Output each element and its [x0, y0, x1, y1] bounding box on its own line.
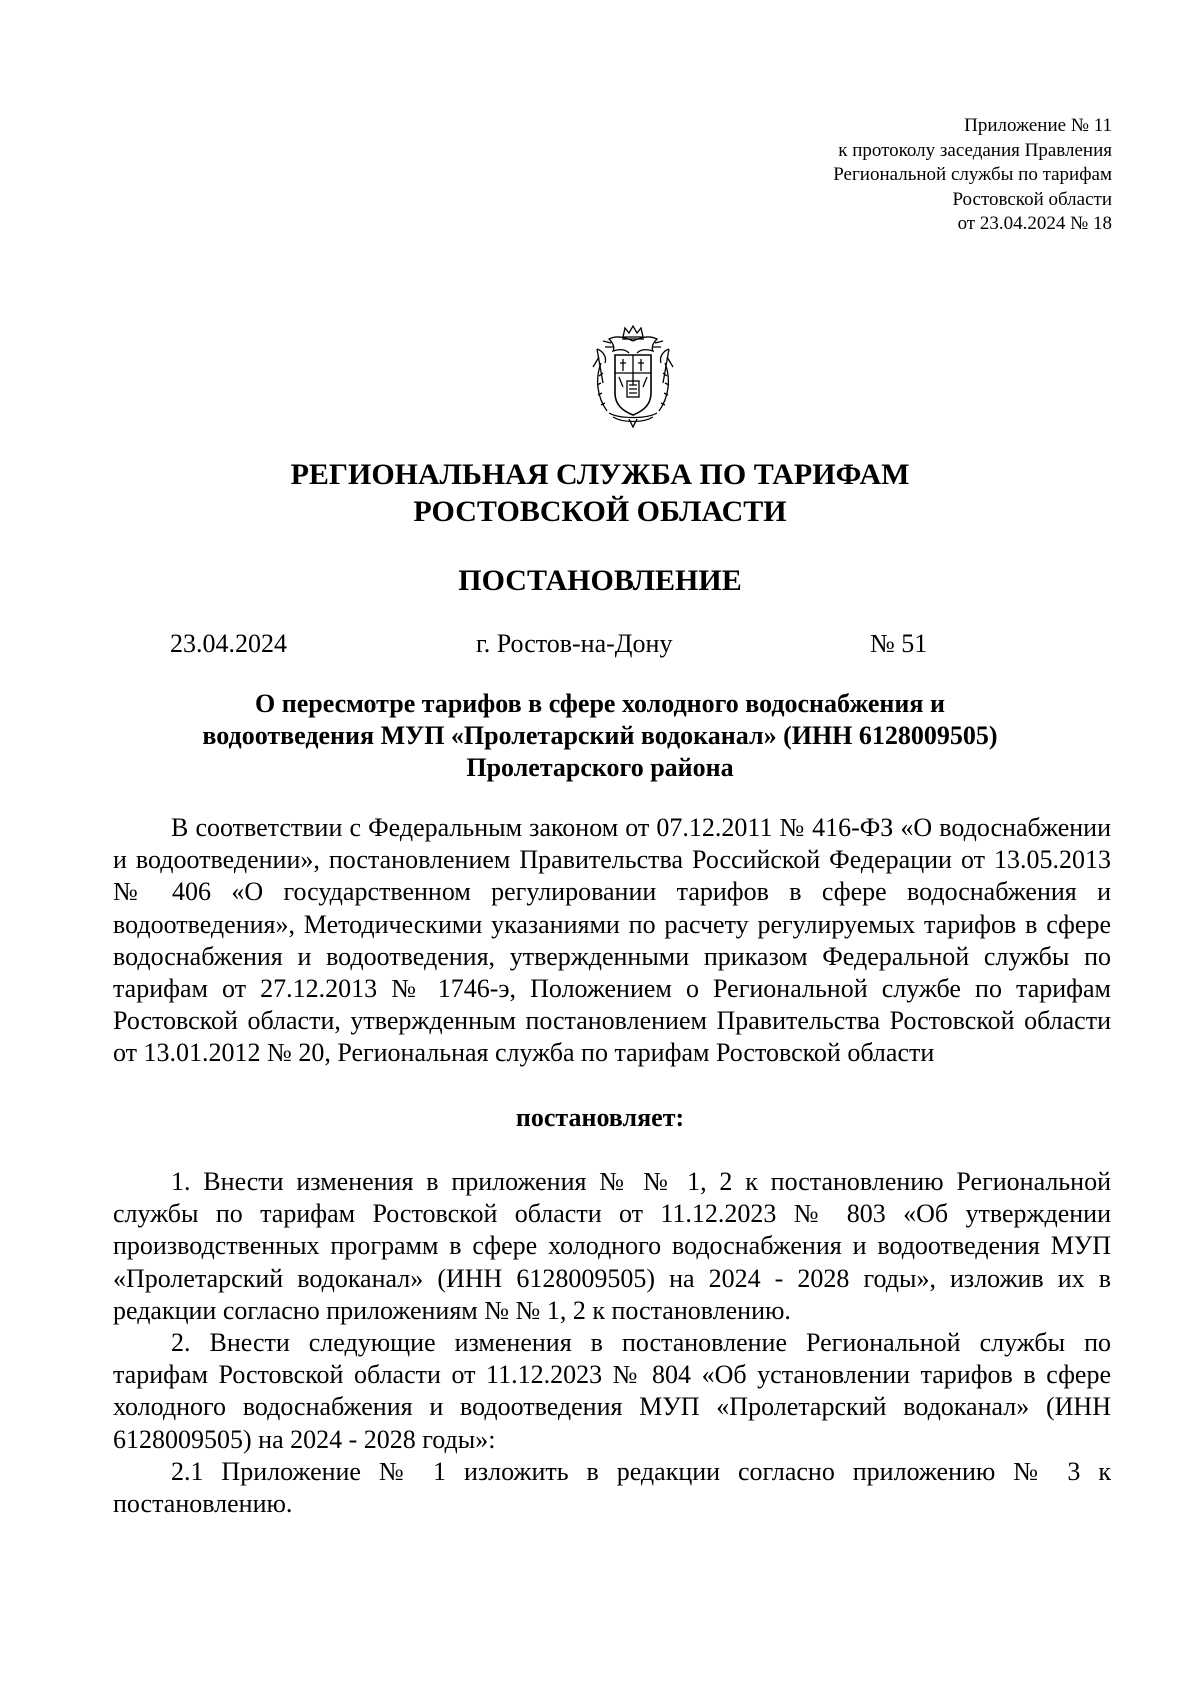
preamble-paragraph: В соответствии с Федеральным законом от 07.12.2011 № 416-ФЗ «О водоснабжении и водоотведении», постановлением Правительства Российской Федерации от 13.05.2013 № 406 «О государственном регулировании тарифов в сфере водоснабжения и водоотведения», Методическими указаниями по расчету регулируемых тарифов в сфере водоснабжения и водоотведения, утвержденными приказом Федеральной службы по тарифам от 27.12.2013 № 1746-э, Положением о Региональной службе по тарифам Ростовской области, утвержденным постановлением Правительства Ростовской области от 13.01.2012 № 20, Региональная служба по тарифам Ростовской области [113, 813, 1111, 1068]
annex-line: Ростовской области [952, 188, 1112, 210]
resolution-item-2: 2. Внести следующие изменения в постановление Региональной службы по тарифам Ростовской области от 11.12.2023 № 804 «Об установлении тарифов в сфере холодного водоснабжения и водоотведения МУП «Пролетарский водоканал» (ИНН 6128009505) на 2024 - 2028 годы»: [113, 1328, 1111, 1454]
agency-name [0, 456, 1200, 530]
agency-name-line: РЕГИОНАЛЬНАЯ СЛУЖБА ПО ТАРИФАМ [290, 458, 910, 491]
subject-line: О пересмотре тарифов в сфере холодного водоснабжения и [255, 689, 945, 718]
annex-reference [833, 114, 1112, 237]
document-subject [150, 688, 1050, 784]
document-date: 23.04.2024 [170, 629, 287, 658]
subject-line: Пролетарского района [466, 753, 734, 782]
resolves-heading: постановляет: [515, 1103, 685, 1132]
subject-line: водоотведения МУП «Пролетарский водоканал» (ИНН 6128009505) [202, 721, 998, 750]
resolution-items [113, 1166, 1111, 1520]
preamble-section [113, 812, 1111, 1070]
annex-line: к протоколу заседания Правления [838, 139, 1112, 161]
agency-name-line: РОСТОВСКОЙ ОБЛАСТИ [413, 495, 787, 528]
rostov-oblast-coat-of-arms-icon [589, 323, 677, 430]
annex-line: от 23.04.2024 № 18 [957, 213, 1112, 234]
resolution-item-1: 1. Внести изменения в приложения № № 1, 2 к постановлению Региональной службы по тарифам Ростовской области от 11.12.2023 № 803 «Об утверждении производственных программ в сфере холодного водоснабжения и водоотведения МУП «Пролетарский водоканал» (ИНН 6128009505) на 2024 - 2028 годы», изложив их в редакции согласно приложениям № № 1, 2 к постановлению. [113, 1167, 1111, 1325]
annex-line: Региональной службы по тарифам [833, 164, 1112, 185]
annex-line: Приложение № 11 [964, 115, 1112, 136]
document-type: ПОСТАНОВЛЕНИЕ [458, 564, 742, 597]
resolution-item-2-1: 2.1 Приложение № 1 изложить в редакции согласно приложению № 3 к постановлению. [113, 1456, 1111, 1519]
document-city: г. Ростов-на-Дону [476, 629, 673, 658]
document-number: № 51 [870, 629, 928, 658]
